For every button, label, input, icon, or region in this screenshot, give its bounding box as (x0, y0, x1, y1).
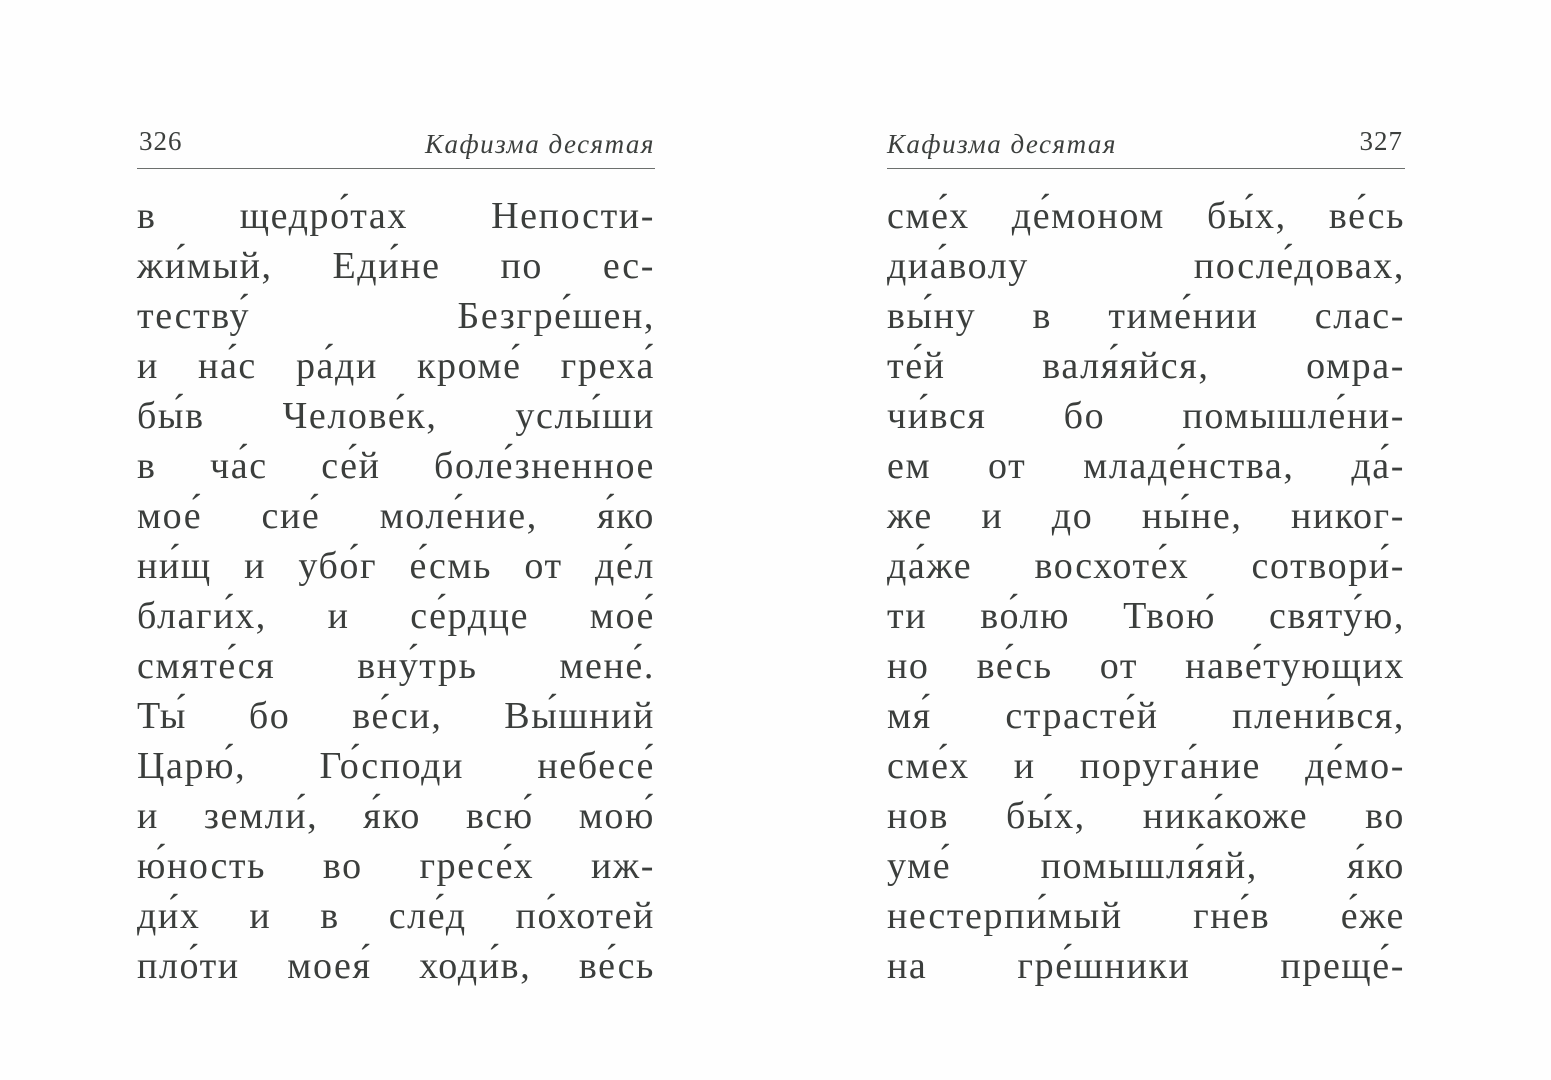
text-line: благи́х, и се́рдце мое́ (137, 595, 655, 637)
text-line: сме́х де́моном бы́х, ве́сь (887, 195, 1405, 237)
text-line: ю́ность во гресе́х иж- (137, 845, 655, 887)
text-line: ди́х и в сле́д по́хотей (137, 895, 655, 937)
page-number: 326 (139, 126, 183, 156)
running-title: Кафизма десятая (887, 129, 1117, 159)
left-body-text (137, 191, 655, 991)
text-line: да́же восхоте́х сотвори́- (887, 545, 1405, 587)
text-line: и на́с ра́ди кроме́ греха́ (137, 345, 655, 387)
text-line: уме́ помышля́яй, я́ко (887, 845, 1405, 887)
page-number: 327 (1359, 126, 1403, 156)
text-line: теству́ Безгре́шен, (137, 295, 655, 337)
text-line: же и до ны́не, никог- (887, 495, 1405, 537)
text-line: нестерпи́мый гне́в е́же (887, 895, 1405, 937)
text-line: бы́в Челове́к, услы́ши (137, 395, 655, 437)
text-line: смяте́ся вну́трь мене́. (137, 645, 655, 687)
text-line: в щедро́тах Непости- (137, 195, 655, 237)
text-line: и земли́, я́ко всю́ мою́ (137, 795, 655, 837)
text-line: чи́вся бо помышле́ни- (887, 395, 1405, 437)
text-line: ем от младе́нства, да́- (887, 445, 1405, 487)
text-line: вы́ну в тиме́нии слас- (887, 295, 1405, 337)
text-line: мое́ сие́ моле́ние, я́ко (137, 495, 655, 537)
text-line: ти во́лю Твою́ святу́ю, (887, 595, 1405, 637)
right-running-head (887, 118, 1405, 169)
text-line: те́й валя́яйся, омра- (887, 345, 1405, 387)
text-line: нов бы́х, ника́коже во (887, 795, 1405, 837)
right-body-text (887, 191, 1405, 991)
text-line: Царю́, Го́споди небесе́ (137, 745, 655, 787)
text-line: на гре́шники преще́- (887, 945, 1405, 987)
text-line: мя́ страсте́й плени́вся, (887, 695, 1405, 737)
text-line: пло́ти моея́ ходи́в, ве́сь (137, 945, 655, 987)
right-page (887, 118, 1405, 991)
text-line: но ве́сь от наве́тующих (887, 645, 1405, 687)
text-line: Ты́ бо ве́си, Вы́шний (137, 695, 655, 737)
left-running-head (137, 118, 655, 169)
text-line: жи́мый, Еди́не по ес- (137, 245, 655, 287)
text-line: ни́щ и убо́г е́смь от де́л (137, 545, 655, 587)
running-title: Кафизма десятая (425, 129, 655, 159)
text-line: в ча́с се́й боле́зненное (137, 445, 655, 487)
text-line: сме́х и поруга́ние де́мо- (887, 745, 1405, 787)
left-page (137, 118, 655, 991)
text-line: диа́волу после́довах, (887, 245, 1405, 287)
